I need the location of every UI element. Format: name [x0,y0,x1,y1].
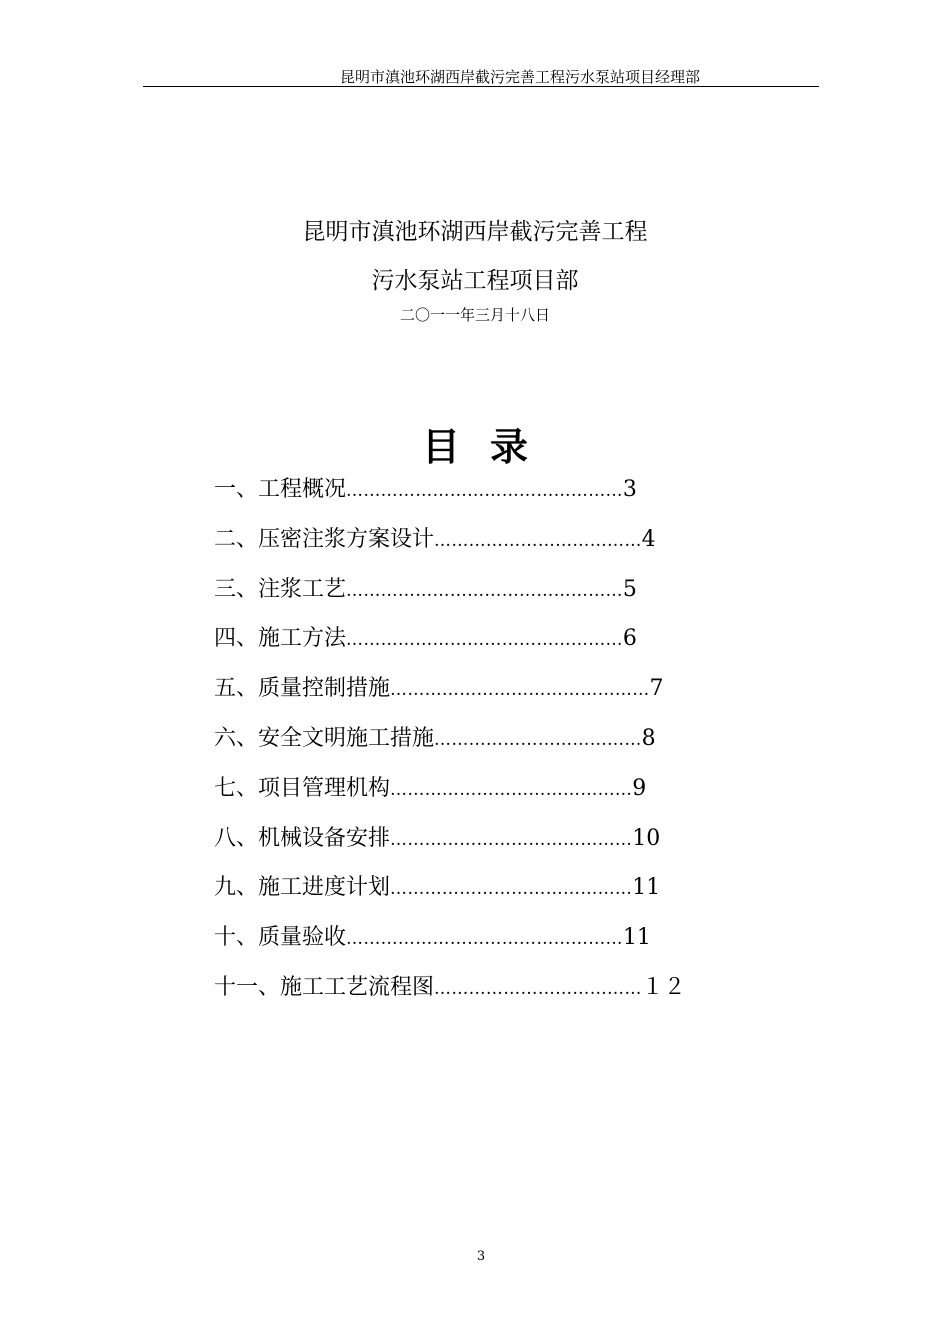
toc-entry-label: 二、压密注浆方案设计 [214,526,435,552]
toc-entry-leader: ………………………………………… [346,580,623,601]
toc-entry-leader: …………………………………… [390,879,633,900]
toc-entry-leader: ………………………………………… [346,929,623,950]
toc-entry-label: 四、施工方法 [214,626,347,652]
document-date: 二〇一一年三月十八日 [399,306,550,324]
toc-title: 目录 [421,424,558,469]
toc-entry-leader: ………………………………………… [346,630,623,651]
toc-entry-page: 6 [622,626,637,652]
toc-entry-label: 八、机械设备安排 [214,825,391,851]
page-number: 3 [476,1249,486,1264]
toc-entry-leader: ………………………………………… [346,481,623,501]
toc-entry[interactable] [214,722,686,772]
header-rule [143,86,819,87]
toc-entry[interactable] [214,573,686,623]
toc-entry[interactable] [214,971,686,1021]
toc-entry-page: 8 [641,725,656,751]
toc-entry-leader: …………………………………… [390,829,633,850]
toc-entry-leader: ……………………………… [434,530,642,551]
toc-entry-page: 11 [622,925,651,951]
table-of-contents [214,473,686,1021]
toc-entry-label: 十、质量验收 [214,925,347,951]
toc-entry-page: 11 [632,875,661,901]
toc-entry-leader: ……………………………… [434,978,642,999]
toc-entry-page: 7 [649,676,664,702]
toc-entry[interactable] [214,473,686,523]
toc-entry[interactable] [214,622,686,672]
toc-entry-page: 9 [632,775,647,801]
toc-entry-leader: ……………………………………… [390,680,650,701]
toc-entry-label: 五、质量控制措施 [214,676,391,702]
toc-entry-leader: …………………………………… [390,779,633,800]
toc-entry-label: 九、施工进度计划 [214,875,391,901]
toc-entry-page: 5 [622,576,637,602]
toc-entry[interactable] [214,921,686,971]
toc-entry-page: 10 [632,825,661,851]
toc-entry-label: 三、注浆工艺 [214,576,347,602]
toc-entry[interactable] [214,822,686,872]
toc-entry-label: 七、项目管理机构 [214,775,391,801]
toc-entry-leader: ……………………………… [434,729,642,750]
toc-entry[interactable] [214,523,686,573]
running-header: 昆明市滇池环湖西岸截污完善工程污水泵站项目经理部 [340,68,701,86]
department-name: 污水泵站工程项目部 [371,268,579,294]
toc-entry-page: 4 [641,526,656,552]
toc-entry-label: 六、安全文明施工措施 [214,725,435,751]
toc-entry[interactable] [214,772,686,822]
toc-entry[interactable] [214,871,686,921]
toc-entry-page: 3 [622,477,637,502]
organization-name: 昆明市滇池环湖西岸截污完善工程 [302,219,648,245]
toc-entry[interactable] [214,672,686,722]
toc-entry-label: 一、工程概况 [214,477,347,502]
toc-entry-page: １２ [641,974,686,1000]
toc-entry-label: 十一、施工工艺流程图 [214,974,435,1000]
